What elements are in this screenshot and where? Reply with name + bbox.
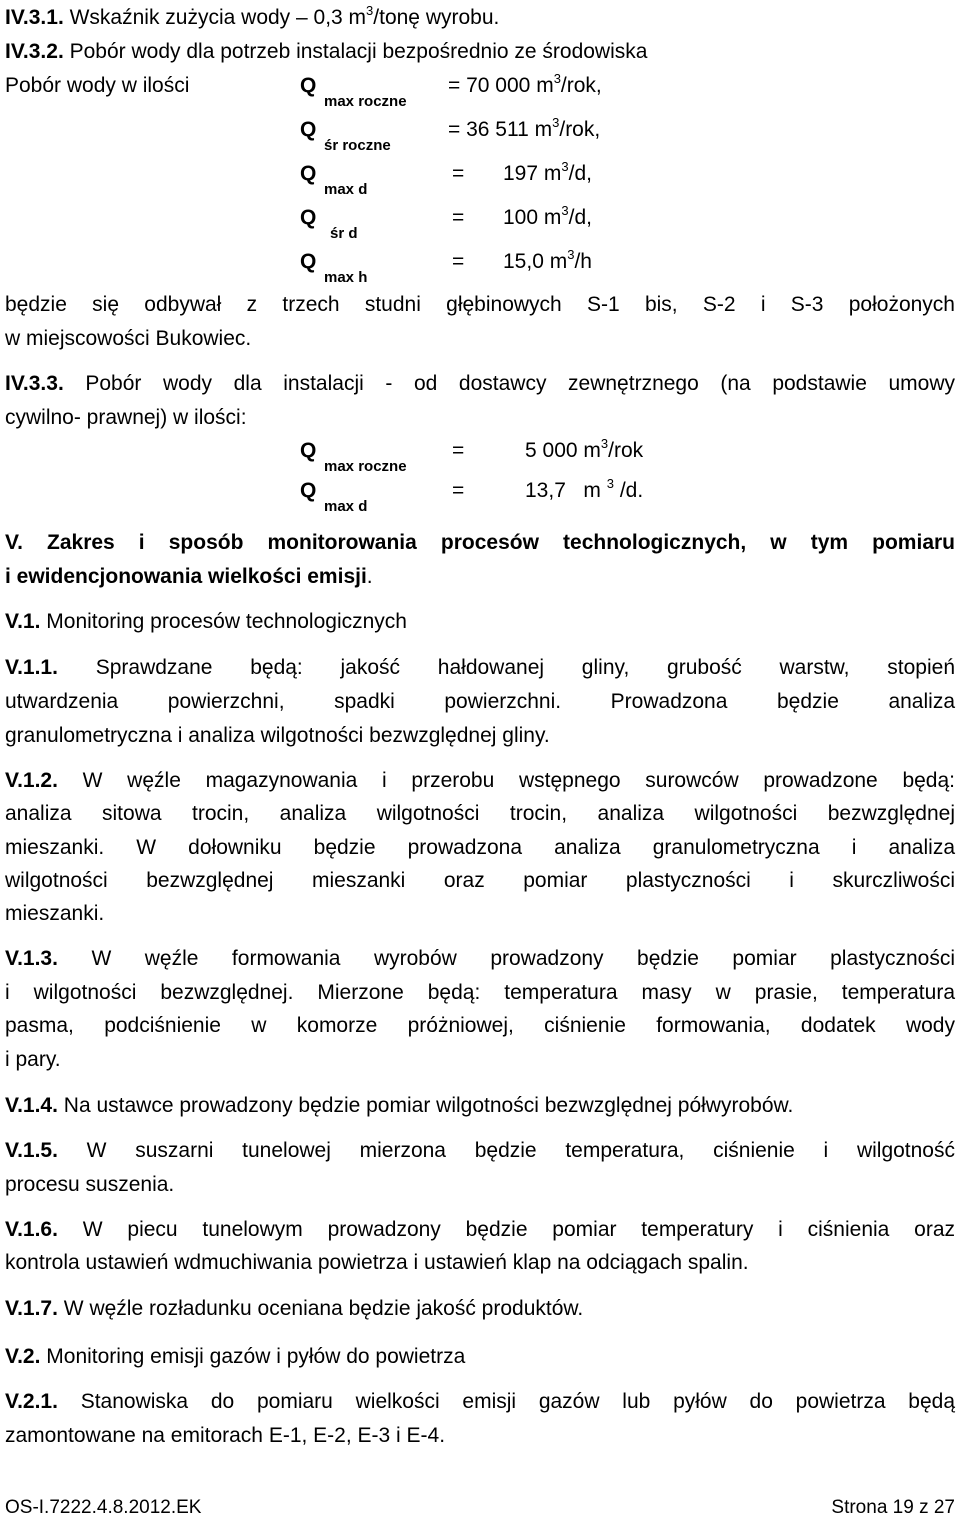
q-subscript: max h (324, 269, 368, 286)
footer-page-number: Strona 19 z 27 (831, 1497, 955, 1518)
item-iv-3-3 (5, 371, 955, 397)
q-symbol: Q (300, 206, 317, 229)
q-symbol: Q (300, 162, 317, 185)
q-subscript: max d (324, 498, 368, 515)
q-eq: = (452, 250, 465, 273)
q-subscript: max roczne (324, 93, 407, 110)
q-value: 5 000 $m^3$/rok (525, 436, 644, 462)
item-number: IV.3.1. (5, 6, 64, 29)
item-v-1 (5, 609, 955, 635)
q-subscript: max d (324, 181, 368, 198)
q-eq: = (452, 206, 465, 229)
item-text: Monitoring procesów technologicznych (40, 610, 407, 633)
unit-superscript: 3 (366, 3, 374, 18)
item-text: Pobór wody dla instalacji - od dostawcy zewnętrznego (na podstawie umowy (63, 372, 955, 395)
item-number: V.1.2. (5, 769, 58, 792)
item-iv-3-2 (5, 39, 955, 65)
item-iv-3-3-cont: cywilno- prawnej) w ilości: (5, 406, 247, 429)
item-number: V.1.7. (5, 1297, 58, 1320)
item-v-1-4: V.1.4. Na ustawce prowadzony będzie pomiar wilgotności bezwzględnej półwyrobów. (5, 1094, 794, 1117)
item-number: IV.3.2. (5, 40, 64, 63)
item-iv-3-1 (5, 5, 955, 31)
q-value: 13,7 m $^3$ /d. (525, 476, 644, 502)
q-subscript: śr roczne (324, 137, 391, 154)
q-symbol: Q (300, 439, 317, 462)
q-eq: = (452, 439, 465, 462)
section-v-heading-cont: i ewidencjonowania wielkości emisji. (5, 565, 373, 588)
q-symbol: Q (300, 250, 317, 273)
item-number: IV.3.3. (5, 372, 64, 395)
item-number: V.1.6. (5, 1218, 58, 1241)
item-number: V.1.3. (5, 947, 58, 970)
item-text: Wskaźnik zużycia wody – 0,3 m (63, 6, 367, 29)
q-value: 100 $m^3/d$, (503, 203, 592, 229)
item-text: Pobór wody dla potrzeb instalacji bezpośrednio ze środowiska (63, 40, 648, 63)
q-eq: = (452, 479, 465, 502)
wells-text-line: w miejscowości Bukowiec. (5, 327, 252, 350)
item-number: V.1. (5, 610, 41, 633)
item-number: V.2. (5, 1345, 41, 1368)
q-value: 15,0 $m^3/h$ (503, 247, 592, 273)
footer-reference: OS-I.7222.4.8.2012.EK (5, 1497, 202, 1518)
q-symbol: Q (300, 118, 317, 141)
section-v-heading: V. Zakres i sposób monitorowania procesów technologicznych, w tym pomiaru (5, 531, 955, 554)
intake-intro: Pobór wody w ilości (5, 74, 190, 97)
q-value: = 70 000 $m^3$/rok, (448, 71, 602, 97)
item-v-1-7: V.1.7. W węźle rozładunku oceniana będzie jakość produktów. (5, 1297, 584, 1320)
q-subscript: śr d (330, 225, 358, 242)
item-number: V.1.1. (5, 656, 58, 679)
q-value: = 36 511 $m^3$/rok, (448, 115, 601, 141)
item-number: V.1.4. (5, 1094, 58, 1117)
q-symbol: Q (300, 479, 317, 502)
item-v-2: V.2. Monitoring emisji gazów i pyłów do powietrza (5, 1345, 466, 1368)
q-symbol: Q (300, 74, 317, 97)
wells-text-line: będzie się odbywał z trzech studni głębinowych S-1 bis, S-2 i S-3 położonych (5, 293, 955, 316)
q-subscript: max roczne (324, 458, 407, 475)
item-number: V.1.5. (5, 1139, 58, 1162)
q-eq: = (452, 162, 465, 185)
item-number: V.2.1. (5, 1390, 58, 1413)
q-value: 197 $m^3/d$, (503, 159, 592, 185)
item-text-tail: /tonę wyrobu. (373, 6, 500, 29)
